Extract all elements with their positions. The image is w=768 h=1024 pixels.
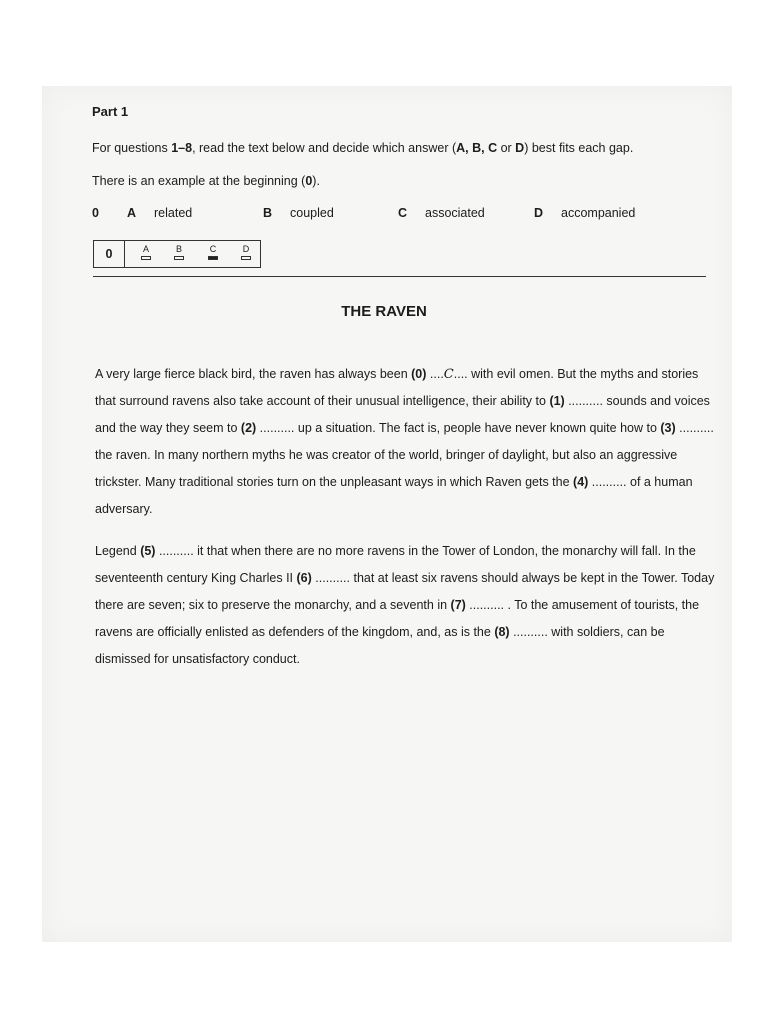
example-option-letter: B [263,206,273,220]
part-title: Part 1 [92,104,129,119]
handwritten-answer: C [443,367,454,382]
example-option-text: associated [425,206,485,220]
example-answer-box [93,240,261,268]
answer-option-b: B [172,244,186,260]
example-option-letter: D [534,206,544,220]
instructions-line-2: There is an example at the beginning (0). [92,174,320,188]
answer-option-a: A [139,244,153,260]
answer-option-c: C [206,244,220,260]
answer-box-number: 0 [94,241,125,267]
example-option-text: accompanied [561,206,636,220]
instructions-line-1: For questions 1–8, read the text below and decide which answer (A, B, C or D) best fits each gap. [92,141,634,155]
example-option-text: coupled [290,206,334,220]
example-number: 0 [92,206,99,220]
story-title: THE RAVEN [341,303,427,320]
paragraph-1: A very large fierce black bird, the raven has always been (0) ....C.... with evil omen. But the myths and stories that surround ravens also take account of their unusual intelligence, their ability to (1) .......... sounds and voices and the way they seem to (2) .......... up a situation. The fact is, people have never known quite how to (3) .......... the raven. In many northern myths he was creator of the world, bringer of daylight, but also an aggressive trickster. Many traditional stories turn on the unpleasant ways in which Raven gets the (4) .......... of a human adversary. [95,367,714,516]
answer-bubble-filled [208,256,218,260]
paragraph-2: Legend (5) .......... it that when there are no more ravens in the Tower of London, the monarchy will fall. In the seventeenth century King Charles II (6) .......... that at least six ravens should always be kept in the Tower. Today there are seven; six to preserve the monarchy, and a seventh in (7) .......... . To the amusement of tourists, the ravens are officially enlisted as defenders of the kingdom, and, as is the (8) .......... with soldiers, can be dismissed for unsatisfactory conduct. [95,544,715,666]
answer-option-d: D [239,244,253,260]
example-option-letter: C [398,206,408,220]
example-option-text: related [154,206,193,220]
example-option-letter: A [127,206,137,220]
answer-bubble [141,256,151,260]
divider-line [93,276,706,277]
answer-bubble [241,256,251,260]
answer-bubble [174,256,184,260]
